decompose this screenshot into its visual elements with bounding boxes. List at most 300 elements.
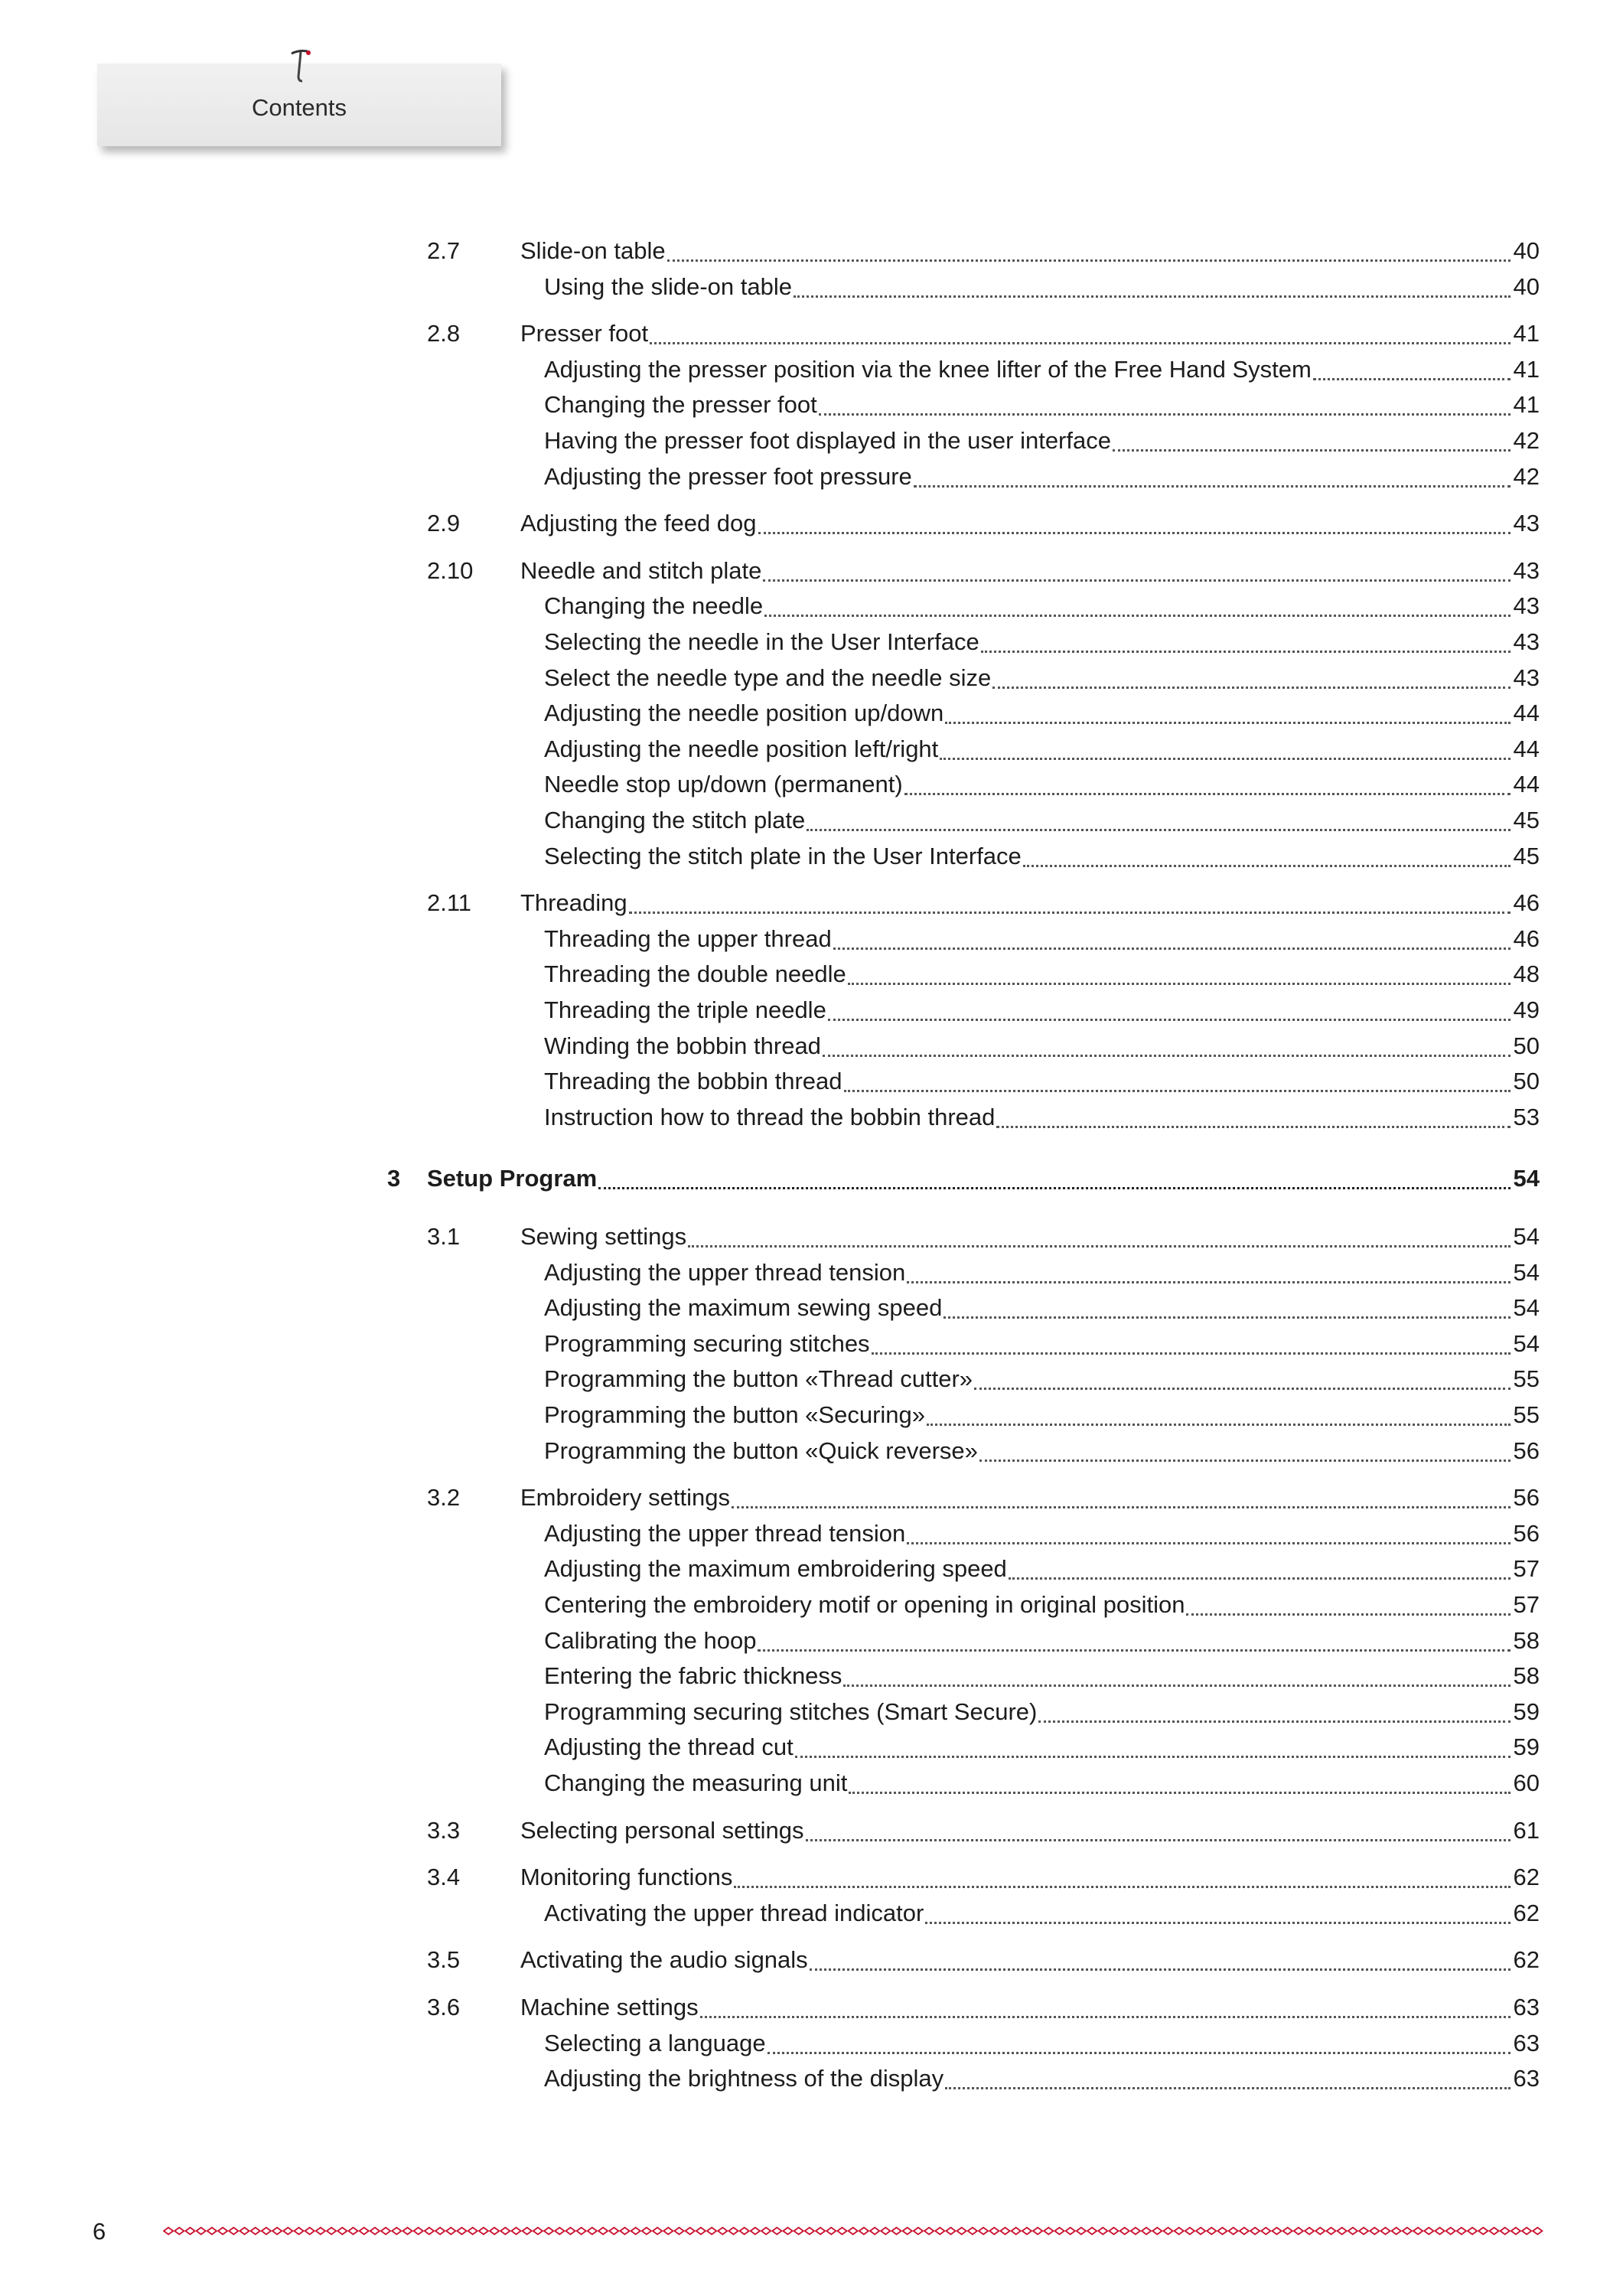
ornament-diamond bbox=[1261, 2228, 1270, 2235]
toc-subentry[interactable] bbox=[0, 1256, 1623, 1290]
ornament-diamond bbox=[337, 2228, 347, 2235]
toc-title: Having the presser foot displayed in the user interface bbox=[544, 427, 1111, 454]
ornament-diamond bbox=[642, 2228, 651, 2235]
ornament-diamond bbox=[360, 2228, 369, 2235]
toc-subentry[interactable] bbox=[0, 768, 1623, 801]
toc-page-number: 58 bbox=[1513, 1662, 1540, 1690]
ornament-diamond bbox=[1022, 2228, 1031, 2235]
ornament-diamond bbox=[1000, 2228, 1009, 2235]
ornament-diamond bbox=[565, 2228, 575, 2235]
toc-subentry[interactable] bbox=[0, 353, 1623, 386]
toc-subentry[interactable] bbox=[0, 957, 1623, 991]
toc-subentry[interactable] bbox=[0, 1291, 1623, 1325]
toc-number: 3.6 bbox=[427, 1994, 461, 2020]
toc-page-number: 41 bbox=[1513, 355, 1540, 383]
toc-title: Changing the presser foot bbox=[544, 391, 817, 419]
dot-leader bbox=[848, 960, 1511, 985]
ornament-diamond bbox=[511, 2228, 520, 2235]
toc-page-number: 43 bbox=[1513, 510, 1540, 537]
ornament-diamond bbox=[1294, 2228, 1303, 2235]
ornament-diamond bbox=[1109, 2228, 1118, 2235]
ornament-diamond bbox=[946, 2228, 955, 2235]
toc-title: Needle and stitch plate bbox=[520, 556, 762, 584]
ornament-diamond bbox=[588, 2228, 597, 2235]
ornament-diamond bbox=[1424, 2228, 1433, 2235]
toc-title: Threading the double needle bbox=[544, 960, 846, 988]
ornament-diamond bbox=[653, 2228, 662, 2235]
toc-subentry[interactable] bbox=[0, 1695, 1623, 1729]
toc-title: Setup Program bbox=[427, 1165, 598, 1192]
page-section-title: Contents bbox=[251, 94, 347, 121]
dot-leader bbox=[1186, 1590, 1510, 1616]
ornament-diamond bbox=[870, 2228, 879, 2235]
toc-title: Threading the triple needle bbox=[544, 996, 826, 1023]
dot-leader bbox=[758, 509, 1511, 534]
ornament-diamond bbox=[1315, 2228, 1325, 2235]
toc-chapter[interactable] bbox=[0, 1162, 1623, 1195]
ornament-diamond bbox=[523, 2228, 532, 2235]
toc-section[interactable] bbox=[0, 507, 1623, 540]
toc-subentry[interactable] bbox=[0, 840, 1623, 873]
ornament-diamond bbox=[272, 2228, 282, 2235]
toc-title: Selecting a language bbox=[544, 2029, 766, 2056]
ornament-diamond bbox=[370, 2228, 380, 2235]
toc-page-number: 59 bbox=[1513, 1733, 1540, 1761]
toc-subentry[interactable] bbox=[0, 804, 1623, 837]
ornament-diamond bbox=[1305, 2228, 1314, 2235]
toc-page-number: 60 bbox=[1513, 1769, 1540, 1796]
dot-leader bbox=[1313, 355, 1511, 380]
ornament-diamond bbox=[1098, 2228, 1107, 2235]
toc-page-number: 44 bbox=[1513, 771, 1540, 798]
ornament-diamond bbox=[1152, 2228, 1162, 2235]
toc-title: Slide-on table bbox=[520, 237, 666, 264]
ornament-diamond bbox=[1403, 2228, 1412, 2235]
ornament-diamond bbox=[1054, 2228, 1064, 2235]
ornament-diamond bbox=[837, 2228, 846, 2235]
ornament-diamond bbox=[316, 2228, 325, 2235]
dot-leader bbox=[925, 1899, 1510, 1924]
toc-subentry[interactable] bbox=[0, 388, 1623, 422]
toc-title: Select the needle type and the needle size bbox=[544, 664, 992, 691]
ornament-diamond bbox=[1468, 2228, 1477, 2235]
ornament-diamond bbox=[924, 2228, 934, 2235]
dot-leader bbox=[1113, 426, 1511, 452]
toc-title: Embroidery settings bbox=[520, 1484, 730, 1512]
dot-leader bbox=[806, 1816, 1511, 1841]
toc-number: 3.1 bbox=[427, 1223, 461, 1250]
dot-leader bbox=[823, 1032, 1511, 1057]
toc-page-number: 61 bbox=[1513, 1816, 1540, 1844]
toc-section[interactable] bbox=[0, 1861, 1623, 1894]
toc-number: 3.5 bbox=[427, 1946, 461, 1974]
page-number: 6 bbox=[93, 2218, 106, 2245]
dot-leader bbox=[819, 390, 1511, 416]
ornament-diamond bbox=[1446, 2228, 1455, 2235]
ornament-diamond bbox=[772, 2228, 781, 2235]
dot-leader bbox=[732, 1483, 1511, 1508]
toc-page-number: 62 bbox=[1513, 1864, 1540, 1891]
ornament-diamond bbox=[305, 2228, 314, 2235]
toc-page-number: 54 bbox=[1513, 1223, 1540, 1250]
dot-leader bbox=[763, 556, 1510, 582]
toc-subentry[interactable] bbox=[0, 1327, 1623, 1361]
toc-title: Changing the needle bbox=[544, 592, 764, 620]
ornament-diamond bbox=[251, 2228, 260, 2235]
toc-subentry[interactable] bbox=[0, 1659, 1623, 1693]
ornament-diamond bbox=[1207, 2228, 1216, 2235]
toc-number: 2.8 bbox=[427, 320, 461, 347]
dot-leader bbox=[810, 1945, 1511, 1971]
ornament-diamond bbox=[1077, 2228, 1086, 2235]
toc-number: 2.10 bbox=[427, 556, 474, 584]
ornament-diamond bbox=[1217, 2228, 1227, 2235]
dot-leader bbox=[598, 1164, 1510, 1189]
ornament-diamond bbox=[544, 2228, 553, 2235]
ornament-diamond bbox=[555, 2228, 564, 2235]
ornament-diamond bbox=[761, 2228, 771, 2235]
toc-title: Adjusting the presser position via the knee lifter of the Free Hand System bbox=[544, 355, 1312, 383]
toc-section[interactable] bbox=[0, 886, 1623, 920]
toc-title: Threading the upper thread bbox=[544, 925, 832, 952]
ornament-diamond bbox=[751, 2228, 760, 2235]
ornament-diamond bbox=[1163, 2228, 1172, 2235]
ornament-diamond bbox=[728, 2228, 738, 2235]
toc-subentry[interactable] bbox=[0, 922, 1623, 956]
ornament-diamond bbox=[783, 2228, 792, 2235]
ornament-diamond bbox=[979, 2228, 988, 2235]
toc-section[interactable] bbox=[0, 234, 1623, 268]
toc-page-number: 54 bbox=[1513, 1329, 1540, 1357]
ornament-diamond bbox=[957, 2228, 966, 2235]
ornament-diamond bbox=[1142, 2228, 1151, 2235]
toc-page-number: 43 bbox=[1513, 592, 1540, 620]
dot-leader bbox=[992, 664, 1510, 689]
ornament-diamond bbox=[718, 2228, 727, 2235]
toc-page-number: 62 bbox=[1513, 1946, 1540, 1974]
toc-title: Adjusting the needle position up/down bbox=[544, 700, 944, 727]
ornament-diamond bbox=[859, 2228, 869, 2235]
toc-page-number: 56 bbox=[1513, 1437, 1540, 1464]
ornament-diamond bbox=[989, 2228, 999, 2235]
toc-page-number: 59 bbox=[1513, 1698, 1540, 1725]
ornament-diamond bbox=[1240, 2228, 1249, 2235]
ornament-diamond bbox=[826, 2228, 836, 2235]
ornament-diamond bbox=[881, 2228, 890, 2235]
toc-title: Winding the bobbin thread bbox=[544, 1032, 821, 1059]
toc-subentry[interactable] bbox=[0, 1398, 1623, 1432]
dot-leader bbox=[1038, 1698, 1510, 1723]
toc-page-number: 54 bbox=[1513, 1165, 1540, 1192]
toc-page-number: 41 bbox=[1513, 320, 1540, 347]
ornament-diamond bbox=[1457, 2228, 1466, 2235]
ornament-diamond bbox=[1370, 2228, 1379, 2235]
ornament-diamond bbox=[1120, 2228, 1129, 2235]
toc-title: Machine settings bbox=[520, 1994, 699, 2020]
toc-section[interactable] bbox=[0, 554, 1623, 588]
ornament-diamond bbox=[218, 2228, 227, 2235]
dot-leader bbox=[943, 1293, 1510, 1319]
ornament-diamond bbox=[1272, 2228, 1281, 2235]
dot-leader bbox=[945, 699, 1510, 724]
toc-subentry[interactable] bbox=[0, 732, 1623, 766]
ornament-diamond bbox=[490, 2228, 499, 2235]
toc-subentry[interactable] bbox=[0, 1730, 1623, 1764]
dot-leader bbox=[828, 996, 1511, 1021]
ornament-diamond bbox=[294, 2228, 303, 2235]
toc-title: Using the slide-on table bbox=[544, 272, 792, 300]
ornament-diamond bbox=[327, 2228, 336, 2235]
toc-page-number: 55 bbox=[1513, 1365, 1540, 1393]
ornament-diamond bbox=[435, 2228, 445, 2235]
toc-page-number: 43 bbox=[1513, 664, 1540, 691]
toc-page-number: 45 bbox=[1513, 842, 1540, 869]
ornament-diamond bbox=[457, 2228, 466, 2235]
toc-number: 2.7 bbox=[427, 237, 461, 264]
toc-title: Threading the bobbin thread bbox=[544, 1068, 842, 1095]
ornament-diamond bbox=[1533, 2228, 1542, 2235]
dot-leader bbox=[734, 1863, 1510, 1888]
ornament-diamond bbox=[849, 2228, 858, 2235]
toc-section[interactable] bbox=[0, 317, 1623, 351]
ornament-diamond bbox=[598, 2228, 608, 2235]
ornament-diamond bbox=[968, 2228, 977, 2235]
toc-title: Threading bbox=[520, 889, 627, 917]
toc-title: Programming the button «Quick reverse» bbox=[544, 1437, 978, 1464]
ornament-diamond bbox=[1012, 2228, 1021, 2235]
ornament-diamond bbox=[1087, 2228, 1097, 2235]
ornament-diamond bbox=[229, 2228, 238, 2235]
toc-section[interactable] bbox=[0, 1220, 1623, 1254]
dot-leader bbox=[907, 1519, 1510, 1544]
toc-section[interactable] bbox=[0, 1943, 1623, 1977]
toc-number: 3 bbox=[387, 1165, 401, 1192]
toc-subentry[interactable] bbox=[0, 625, 1623, 659]
toc-page-number: 58 bbox=[1513, 1626, 1540, 1654]
dot-leader bbox=[700, 1993, 1511, 2018]
toc-section[interactable] bbox=[0, 1481, 1623, 1515]
ornament-diamond bbox=[1435, 2228, 1444, 2235]
ornament-diamond bbox=[1326, 2228, 1335, 2235]
toc-subentry[interactable] bbox=[0, 1588, 1623, 1622]
ornament-diamond bbox=[1359, 2228, 1368, 2235]
ornament-diamond bbox=[207, 2228, 217, 2235]
toc-title: Activating the audio signals bbox=[520, 1946, 808, 1974]
ornament-diamond bbox=[816, 2228, 825, 2235]
ornament-diamond bbox=[185, 2228, 194, 2235]
ornament-diamond bbox=[674, 2228, 683, 2235]
toc-page-number: 54 bbox=[1513, 1294, 1540, 1322]
toc-title: Changing the measuring unit bbox=[544, 1769, 848, 1796]
toc-subentry[interactable] bbox=[0, 1766, 1623, 1800]
toc-title: Programming securing stitches (Smart Secure) bbox=[544, 1698, 1038, 1725]
ornament-diamond bbox=[1348, 2228, 1357, 2235]
ornament-diamond bbox=[707, 2228, 716, 2235]
toc-subentry[interactable] bbox=[0, 1065, 1623, 1098]
toc-page-number: 44 bbox=[1513, 735, 1540, 762]
toc-title: Adjusting the thread cut bbox=[544, 1733, 794, 1761]
toc-title: Sewing settings bbox=[520, 1223, 687, 1250]
toc-page-number: 50 bbox=[1513, 1032, 1540, 1059]
ornament-diamond bbox=[686, 2228, 695, 2235]
ornament-diamond bbox=[174, 2228, 184, 2235]
toc-page-number: 56 bbox=[1513, 1519, 1540, 1547]
dot-leader bbox=[974, 1365, 1510, 1390]
toc-page-number: 50 bbox=[1513, 1068, 1540, 1095]
ornament-diamond bbox=[1185, 2228, 1194, 2235]
dot-leader bbox=[688, 1222, 1510, 1247]
toc-number: 2.11 bbox=[427, 889, 472, 917]
toc-page-number: 42 bbox=[1513, 462, 1540, 490]
toc-title: Programming securing stitches bbox=[544, 1329, 870, 1357]
dot-leader bbox=[758, 1626, 1510, 1652]
toc-page-number: 54 bbox=[1513, 1258, 1540, 1286]
toc-subentry[interactable] bbox=[0, 696, 1623, 730]
ornament-diamond bbox=[446, 2228, 455, 2235]
ornament-diamond bbox=[740, 2228, 749, 2235]
toc-subentry[interactable] bbox=[0, 2062, 1623, 2095]
ornament-diamond bbox=[620, 2228, 629, 2235]
dot-leader bbox=[904, 770, 1511, 795]
ornament-diamond bbox=[609, 2228, 618, 2235]
ornament-diamond bbox=[577, 2228, 586, 2235]
toc-subentry[interactable] bbox=[0, 1896, 1623, 1930]
toc-subentry[interactable] bbox=[0, 1517, 1623, 1551]
dot-leader bbox=[833, 925, 1511, 950]
dot-leader bbox=[794, 272, 1511, 298]
dot-leader bbox=[907, 1258, 1510, 1283]
toc-title: Selecting the needle in the User Interface bbox=[544, 628, 979, 655]
ornament-diamond bbox=[1044, 2228, 1053, 2235]
toc-section[interactable] bbox=[0, 1991, 1623, 2024]
toc-title: Programming the button «Securing» bbox=[544, 1401, 926, 1428]
toc-title: Presser foot bbox=[520, 320, 649, 347]
toc-title: Adjusting the presser foot pressure bbox=[544, 462, 912, 490]
dot-leader bbox=[979, 1437, 1511, 1462]
ornament-diamond bbox=[425, 2228, 434, 2235]
toc-subentry[interactable] bbox=[0, 1552, 1623, 1586]
toc-subentry[interactable] bbox=[0, 1029, 1623, 1063]
toc-page-number: 48 bbox=[1513, 960, 1540, 988]
toc-subentry[interactable] bbox=[0, 1624, 1623, 1658]
dot-leader bbox=[996, 1103, 1510, 1128]
toc-page-number: 46 bbox=[1513, 889, 1540, 917]
ornament-diamond bbox=[1489, 2228, 1498, 2235]
ornament-diamond bbox=[240, 2228, 249, 2235]
toc-subentry[interactable] bbox=[0, 424, 1623, 458]
toc-page-number: 63 bbox=[1513, 2029, 1540, 2056]
ornament-diamond bbox=[1511, 2228, 1520, 2235]
dot-leader bbox=[764, 592, 1510, 617]
dot-leader bbox=[914, 462, 1511, 488]
toc-subentry[interactable] bbox=[0, 1362, 1623, 1396]
ornament-diamond bbox=[696, 2228, 706, 2235]
toc-subentry[interactable] bbox=[0, 589, 1623, 623]
toc-number: 3.4 bbox=[427, 1864, 461, 1891]
ornament-diamond bbox=[1131, 2228, 1140, 2235]
ornament-diamond bbox=[1392, 2228, 1401, 2235]
toc-page-number: 53 bbox=[1513, 1103, 1540, 1130]
ornament-diamond bbox=[283, 2228, 292, 2235]
toc-page-number: 43 bbox=[1513, 628, 1540, 655]
toc-title: Programming the button «Thread cutter» bbox=[544, 1365, 973, 1393]
dot-leader bbox=[843, 1662, 1510, 1687]
toc-title: Activating the upper thread indicator bbox=[544, 1899, 924, 1926]
toc-title: Entering the fabric thickness bbox=[544, 1662, 842, 1690]
toc-title: Adjusting the upper thread tension bbox=[544, 1258, 906, 1286]
toc-title: Selecting personal settings bbox=[520, 1816, 804, 1844]
toc-number: 3.2 bbox=[427, 1484, 461, 1512]
toc-page-number: 55 bbox=[1513, 1401, 1540, 1428]
toc-title: Selecting the stitch plate in the User Interface bbox=[544, 842, 1022, 869]
ornament-diamond bbox=[1478, 2228, 1488, 2235]
dot-leader bbox=[1009, 1554, 1511, 1580]
ornament-diamond bbox=[468, 2228, 477, 2235]
toc-subentry[interactable] bbox=[0, 460, 1623, 494]
toc-subentry[interactable] bbox=[0, 270, 1623, 304]
toc-page-number: 45 bbox=[1513, 807, 1540, 833]
ornament-diamond bbox=[533, 2228, 543, 2235]
dot-leader bbox=[844, 1067, 1511, 1092]
dot-leader bbox=[795, 1733, 1511, 1758]
toc-title: Adjusting the feed dog bbox=[520, 510, 757, 537]
ornament-diamond bbox=[1229, 2228, 1238, 2235]
ornament-diamond bbox=[1033, 2228, 1042, 2235]
toc-page-number: 62 bbox=[1513, 1899, 1540, 1926]
dot-leader bbox=[872, 1329, 1511, 1355]
ornament-diamond bbox=[1413, 2228, 1423, 2235]
dot-leader bbox=[807, 806, 1510, 831]
ornament-diamond bbox=[891, 2228, 901, 2235]
toc-page-number: 63 bbox=[1513, 1994, 1540, 2020]
toc-subentry[interactable] bbox=[0, 1101, 1623, 1134]
toc-page-number: 63 bbox=[1513, 2065, 1540, 2092]
toc-subentry[interactable] bbox=[0, 2027, 1623, 2060]
toc-subentry[interactable] bbox=[0, 1434, 1623, 1468]
toc-section[interactable] bbox=[0, 1814, 1623, 1848]
ornament-diamond bbox=[663, 2228, 673, 2235]
ornament-diamond bbox=[1501, 2228, 1510, 2235]
toc-page-number: 44 bbox=[1513, 700, 1540, 727]
toc-number: 2.9 bbox=[427, 510, 461, 537]
toc-title: Needle stop up/down (permanent) bbox=[544, 771, 903, 798]
dot-leader bbox=[629, 889, 1511, 914]
toc-title: Adjusting the needle position left/right bbox=[544, 735, 939, 762]
ornament-diamond bbox=[500, 2228, 510, 2235]
toc-page-number: 43 bbox=[1513, 556, 1540, 584]
ornament-diamond bbox=[262, 2228, 271, 2235]
ornament-diamond bbox=[1196, 2228, 1205, 2235]
ornament-diamond bbox=[392, 2228, 401, 2235]
toc-number: 3.3 bbox=[427, 1816, 461, 1844]
toc-subentry[interactable] bbox=[0, 661, 1623, 695]
ornament-diamond bbox=[903, 2228, 912, 2235]
toc-title: Changing the stitch plate bbox=[544, 807, 806, 833]
dot-leader bbox=[768, 2029, 1511, 2054]
toc-page-number: 41 bbox=[1513, 391, 1540, 419]
dot-leader bbox=[945, 2064, 1510, 2089]
ornament-diamond bbox=[805, 2228, 814, 2235]
toc-title: Calibrating the hoop bbox=[544, 1626, 757, 1654]
toc-title: Adjusting the brightness of the display bbox=[544, 2065, 944, 2092]
toc-subentry[interactable] bbox=[0, 993, 1623, 1027]
toc-title: Adjusting the upper thread tension bbox=[544, 1519, 906, 1547]
footer-ornament bbox=[163, 2223, 1543, 2239]
ornament-diamond bbox=[164, 2228, 173, 2235]
ornament-diamond bbox=[1283, 2228, 1292, 2235]
ornament-diamond bbox=[935, 2228, 944, 2235]
toc-page-number: 42 bbox=[1513, 427, 1540, 454]
